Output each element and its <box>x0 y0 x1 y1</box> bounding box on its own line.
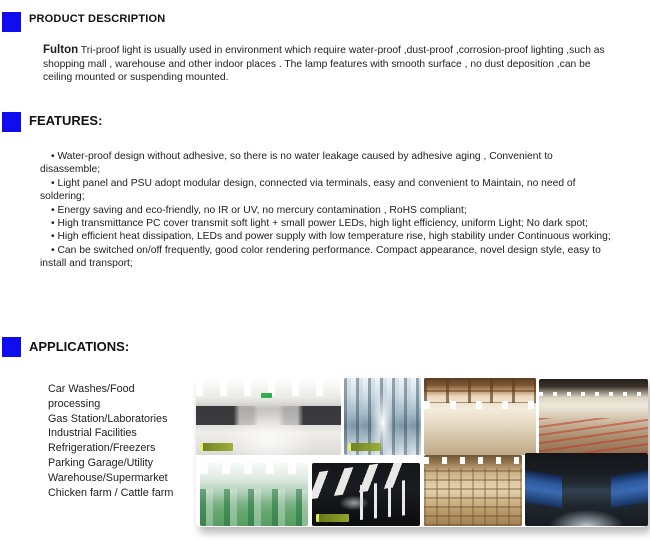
ceiling-lights <box>424 401 536 409</box>
photo-warehouse-racks <box>344 378 421 455</box>
photo-metro-platform <box>525 453 648 526</box>
product-description-text: Tri-proof light is usually used in environment which require water-proof ,dust-proof ,corrosion-proof lighting ,such as shopping mall , warehouse and other indoor places . The lamp features with smooth surface , no dust deposition ,can be ceiling mounted or suspending mounted. <box>43 45 605 83</box>
features-list <box>40 150 612 271</box>
feature-item: • Water-proof design without adhesive, so there is no water leakage caused by adhesive aging , Convenient to disassemble; <box>40 150 612 177</box>
section-marker-square <box>2 337 21 357</box>
features-heading: FEATURES: <box>29 113 103 128</box>
feature-item: • Light panel and PSU adopt modular design, connected via terminals, easy and convenient to Maintain, no need of soldering; <box>40 177 612 204</box>
cardboard-boxes <box>424 468 522 526</box>
section-marker-square <box>2 112 21 132</box>
feature-item: • High transmittance PC cover transmit soft light + small power LEDs, high light efficiency, uniform Light; No dark spot; <box>40 217 612 230</box>
green-machinery <box>200 489 308 526</box>
applications-photo-montage <box>196 377 648 527</box>
watermark-logo <box>316 514 349 522</box>
photo-warehouse-boxes <box>424 455 522 526</box>
application-line: Refrigeration/Freezers <box>48 442 156 455</box>
applications-heading: APPLICATIONS: <box>29 339 130 354</box>
application-line: Warehouse/Supermarket <box>48 471 168 484</box>
application-line: Parking Garage/Utility <box>48 456 154 469</box>
watermark-logo <box>200 443 233 451</box>
application-line: Industrial Facilities <box>48 427 137 440</box>
feeder-rows <box>539 418 648 454</box>
watermark-logo <box>348 443 381 451</box>
feature-item: • Can be switched on/off frequently, good color rendering performance. Compact appearance, novel design style, easy to install and transport; <box>40 244 612 271</box>
parked-cars <box>196 406 341 425</box>
brand-name: Fulton <box>43 44 79 56</box>
reflective-floor <box>525 501 648 526</box>
car-silhouette <box>340 496 368 510</box>
product-description-heading: PRODUCT DESCRIPTION <box>29 13 166 25</box>
application-line: Gas Station/Laboratories <box>48 412 168 425</box>
section-marker-square <box>2 12 21 32</box>
roof-trusses <box>424 378 536 403</box>
photo-parking-garage <box>196 378 341 455</box>
photo-warehouse-interior <box>424 378 536 455</box>
feature-item: • Energy saving and eco-friendly, no IR or UV, no mercury contamination , RoHS compliant; <box>40 204 612 217</box>
photo-factory-floor <box>200 463 308 526</box>
photo-led-tunnel <box>312 463 420 526</box>
application-line: Car Washes/Food <box>48 383 135 395</box>
ceiling-lights <box>424 457 522 464</box>
product-description-paragraph <box>43 44 621 85</box>
application-line: processing <box>48 397 101 410</box>
exit-sign <box>261 393 272 398</box>
feature-item: • High efficient heat dissipation, LEDs and power supply with low temperature rise, high stability under Continuous working; <box>40 230 612 243</box>
application-line: Chicken farm / Cattle farm <box>48 486 174 499</box>
ceiling-lights <box>200 463 308 474</box>
ceiling-lights <box>539 392 648 397</box>
led-light-bars <box>360 479 416 520</box>
photo-chicken-farm <box>539 379 648 454</box>
applications-list <box>48 382 173 500</box>
